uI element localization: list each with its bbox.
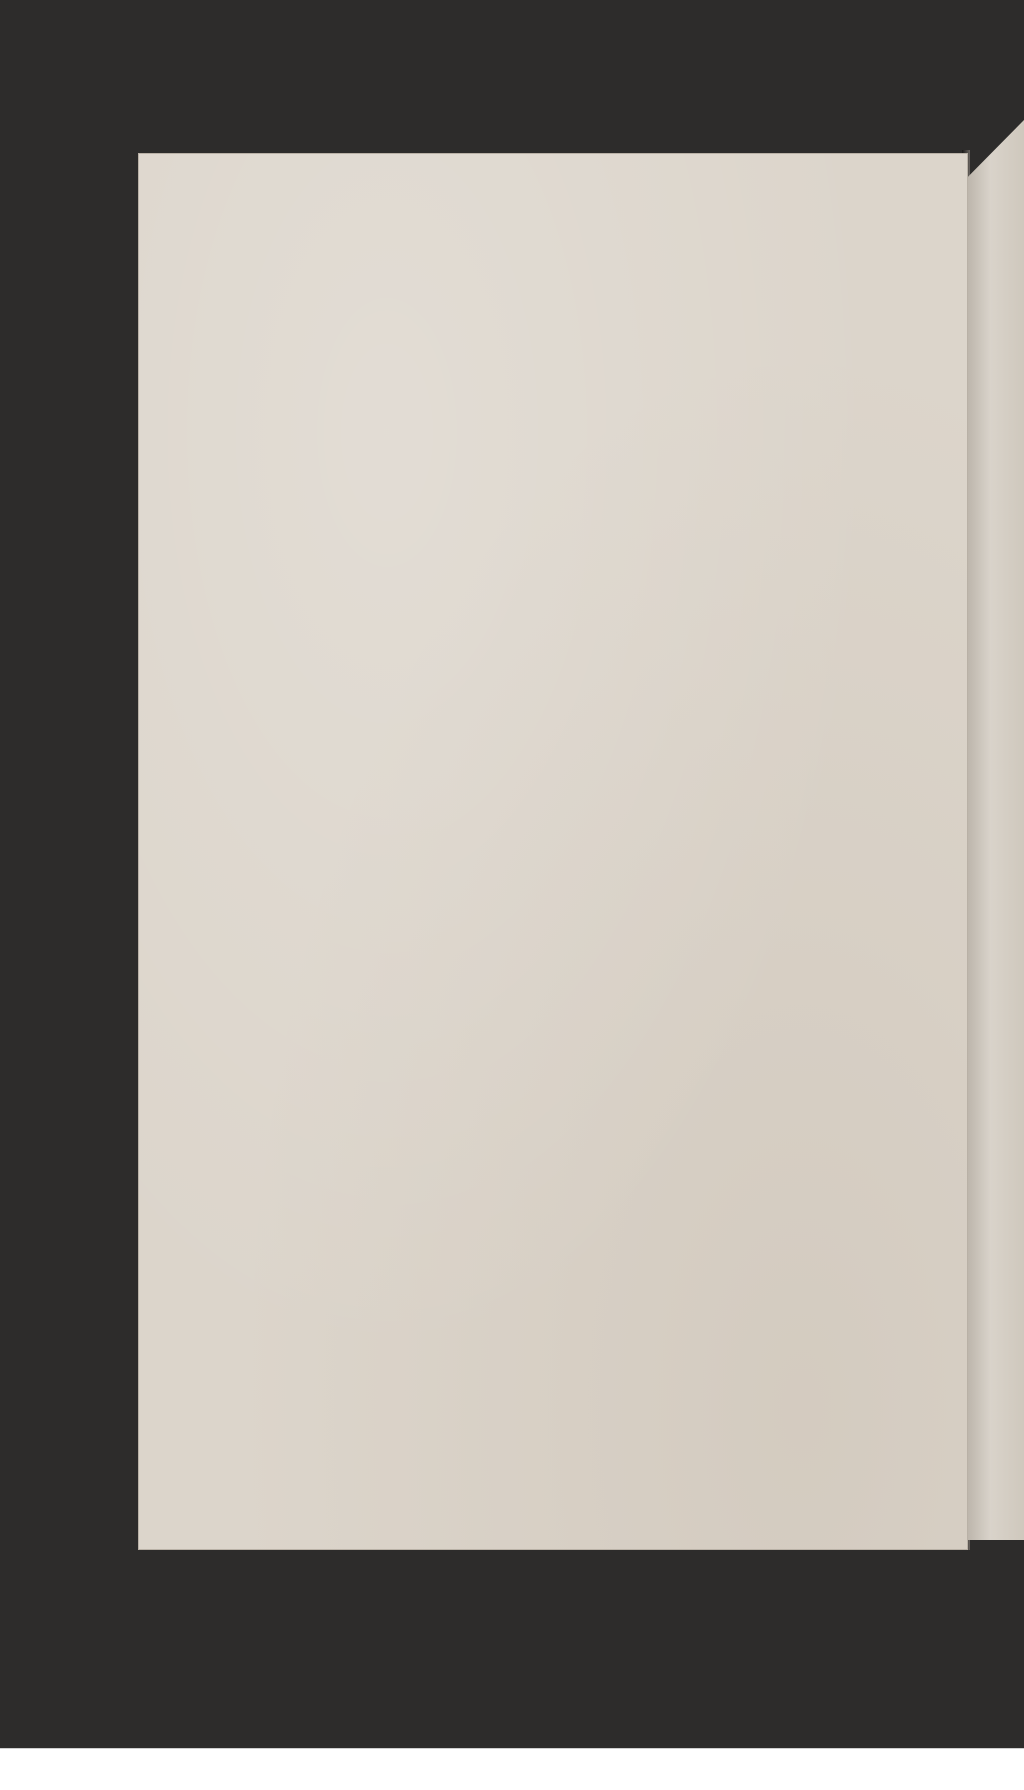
- book-page: [138, 153, 968, 1550]
- page-header: [138, 233, 968, 273]
- next-page-sliver: [968, 120, 1024, 1540]
- footer-bar: [0, 1748, 1024, 1790]
- hab-logo-icon: [6, 1756, 46, 1784]
